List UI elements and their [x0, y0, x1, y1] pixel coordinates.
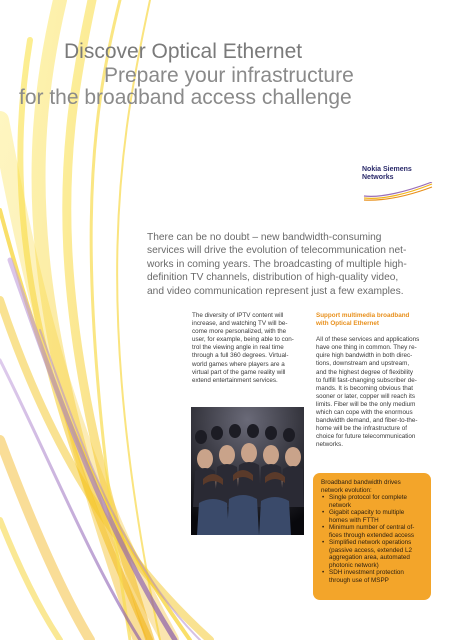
callout-list-item: [321, 494, 425, 509]
text-line: limits. Fiber will be the only medium: [316, 400, 416, 408]
text-line: home will be the infrastructure of: [316, 425, 407, 433]
list-item-line: • Gigabit capacity to multiple: [329, 509, 405, 516]
list-item-line: • Single protocol for complete: [329, 494, 408, 501]
text-line: bandwidth demand, and fiber-to-the-: [316, 417, 418, 425]
text-line: through a full 360 degrees. Virtual-: [192, 352, 289, 360]
title-line-2: Prepare your infrastructure: [104, 64, 354, 87]
heading-line: with Optical Ethernet: [316, 320, 379, 328]
logo-line-2: Networks: [362, 174, 394, 181]
callout-list-item: [321, 569, 425, 584]
list-item-line: aggregation area, automated: [329, 554, 410, 561]
left-column-text: [192, 312, 305, 385]
logo-line-1: Nokia Siemens: [362, 166, 412, 173]
intro-line: services will drive the evolution of telecommunication net-: [147, 245, 407, 257]
intro-paragraph: [147, 231, 419, 298]
intro-line: works in coming years. The broadcasting of multiple high-: [147, 258, 407, 270]
list-item-line: photonic network): [329, 561, 379, 569]
text-line: and the highest degree of flexibility: [316, 368, 413, 376]
text-line: user, for example, being able to con-: [192, 336, 294, 344]
text-line: quire high bandwidth in both direc-: [316, 352, 413, 360]
text-line: virtual part of the game reality will: [192, 368, 286, 376]
logo-wave-icon: [362, 182, 434, 202]
callout-list: [321, 494, 425, 584]
title-line-3: for the broadband access challenge: [19, 86, 352, 109]
intro-line: definition TV channels, distribution of high-quality video,: [147, 272, 399, 284]
list-item-line: network: [329, 501, 352, 509]
text-line: to fulfill fast-changing subscriber de-: [316, 376, 417, 384]
callout-list-item: [321, 539, 425, 569]
callout-list-item: [321, 524, 425, 539]
text-line: choice for future telecommunication: [316, 433, 416, 441]
text-line: mands. It is becoming obvious that: [316, 384, 413, 392]
heading-line: Support multimedia broadband: [316, 312, 410, 319]
text-line: have one thing in common. They re-: [316, 344, 417, 352]
list-item-line: through use of MSPP: [329, 576, 389, 584]
text-line: networks.: [316, 441, 343, 449]
callout-intro: [321, 479, 425, 494]
right-column-text: [316, 312, 432, 450]
text-line: All of these services and applications: [316, 336, 420, 344]
text-line: tions, downstream and upstream,: [316, 360, 410, 368]
callout-list-item: [321, 509, 425, 524]
text-line: come more personalized, with the: [192, 328, 287, 336]
nokia-siemens-logo: [362, 166, 434, 207]
intro-line: There can be no doubt – new bandwidth-consuming: [147, 232, 382, 243]
text-line: trol the viewing angle in real time: [192, 344, 284, 352]
text-line: sooner or later, copper will reach its: [316, 392, 416, 400]
text-line: The diversity of IPTV content will: [192, 312, 284, 319]
audience-illustration: [191, 407, 304, 535]
text-line: extend entertainment services.: [192, 376, 278, 384]
text-line: increase, and watching TV will be-: [192, 320, 288, 328]
list-item-line: fices through extended access: [329, 531, 415, 539]
audience-photo: [191, 407, 304, 535]
text-line: which can cope with the enormous: [316, 409, 413, 417]
list-item-line: • SDH investment protection: [329, 569, 404, 576]
list-item-line: • Minimum number of central of-: [329, 524, 415, 531]
bandwidth-callout-box: [313, 473, 431, 600]
intro-line: and video communication represent just a few examples.: [147, 285, 404, 297]
list-item-line: (passive access, extended L2: [329, 546, 412, 554]
text-line: world games where players are a: [192, 360, 285, 368]
callout-intro-line: network evolution:: [321, 486, 372, 494]
list-item-line: homes with FTTH: [329, 516, 379, 524]
title-line-1: Discover Optical Ethernet: [64, 40, 303, 63]
callout-intro-line: Broadband bandwidth drives: [321, 479, 401, 486]
section-heading: [316, 312, 432, 328]
list-item-line: • Simplified network operations: [329, 539, 412, 546]
